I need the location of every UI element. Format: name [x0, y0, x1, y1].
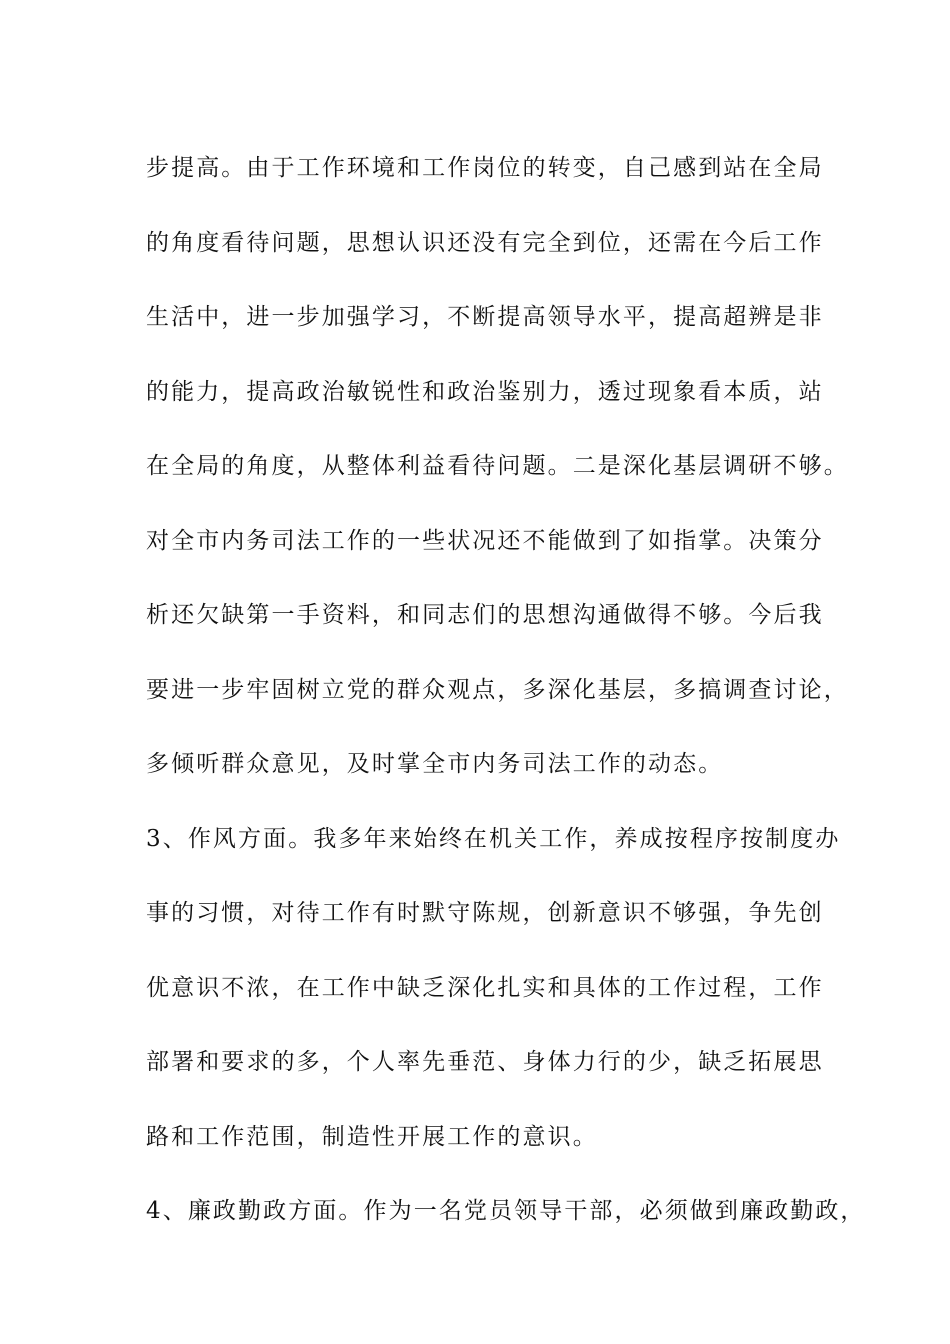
text-line: 析还欠缺第一手资料，和同志们的思想沟通做得不够。今后我: [146, 602, 824, 628]
text-line: 在全局的角度，从整体利益看待问题。二是深化基层调研不够。: [146, 453, 849, 479]
text-line: 优意识不浓，在工作中缺乏深化扎实和具体的工作过程，工作: [146, 974, 824, 1001]
text-line: 的能力，提高政治敏锐性和政治鉴别力，透过现象看本质，站: [146, 378, 824, 405]
text-line: 3、作风方面。我多年来始终在机关工作，养成按程序按制度办: [146, 825, 841, 852]
text-line: 4、廉政勤政方面。作为一名党员领导干部，必须做到廉政勤政，: [146, 1198, 866, 1224]
text-line: 事的习惯，对待工作有时默守陈规，创新意识不够强，争先创: [146, 900, 824, 926]
text-line: 部署和要求的多，个人率先垂范、身体力行的少，缺乏拓展思: [146, 1049, 824, 1075]
text-line: 步提高。由于工作环境和工作岗位的转变，自己感到站在全局: [146, 155, 824, 181]
text-line: 的角度看待问题，思想认识还没有完全到位，还需在今后工作: [146, 229, 824, 256]
text-line: 多倾听群众意见，及时掌全市内务司法工作的动态。: [146, 751, 724, 777]
text-line: 生活中，进一步加强学习，不断提高领导水平，提高超辨是非: [146, 304, 824, 330]
body-text: [146, 131, 866, 1249]
text-line: 要进一步牢固树立党的群众观点，多深化基层，多搞调查讨论，: [146, 676, 849, 703]
text-line: 路和工作范围，制造性开展工作的意识。: [146, 1123, 598, 1150]
text-line: 对全市内务司法工作的一些状况还不能做到了如指掌。决策分: [146, 527, 824, 554]
